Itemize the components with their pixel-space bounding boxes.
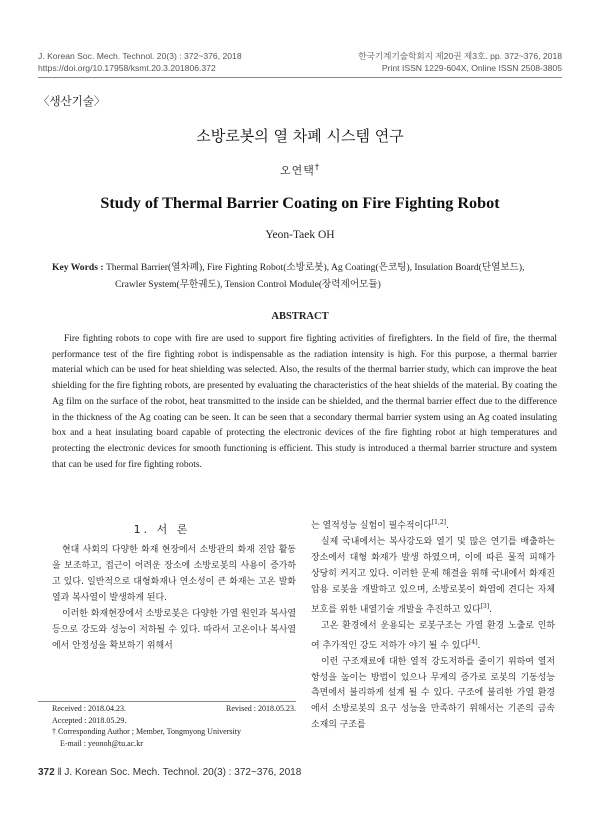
intro-paragraph-3-end: . — [446, 520, 449, 531]
footer-separator: ‖ — [57, 767, 62, 778]
category-label: 〈생산기술〉 — [38, 94, 106, 108]
footer-citation: J. Korean Soc. Mech. Technol. 20(3) : 372~376, 2018 — [64, 767, 302, 778]
footnote — [52, 703, 296, 749]
intro-paragraph-3 — [311, 515, 555, 535]
citation-ref: [3] — [480, 602, 490, 610]
korean-title: 소방로봇의 열 차폐 시스템 연구 — [196, 127, 404, 145]
korean-author-name: 오연택 — [280, 164, 315, 177]
intro-paragraph-6: 이런 구조재료에 대한 열적 강도저하를 줄이기 위하여 열저항성을 높이는 방법이 있으나 무게의 증가로 로봇의 기동성능 측면에서 불리하게 설계 될 수 있다. 구조에 불리한 가열 환경에서 소방로봇의 요구 성능을 만족하기 위해서는 기존의 금속소재의 구조를 — [311, 656, 555, 731]
corresponding-author: † Corresponding Author ; Member, Tongmyong University — [52, 727, 241, 736]
korean-author — [0, 162, 600, 178]
keywords-line-1: Thermal Barrier(열차폐), Fire Fighting Robot(소방로봇), Ag Coating(은코팅), Insulation Board(단열보드), — [105, 262, 525, 273]
header-rule — [38, 77, 562, 78]
revised-date: Revised : 2018.05.23. — [226, 704, 296, 713]
keywords-label: Key Words : — [52, 262, 106, 273]
abstract-body: Fire fighting robots to cope with fire are used to support fire fighting activities of firefighters. In the field of fire, the thermal performance test of the fire fighting robot is indispensable as the radiation intensity is high. For this purpose, a thermal barrier material which can be used for heat shielding was selected. Also, the results of the thermal barrier study, which can improve the heat shielding for the fire fighting robots, are presented by evaluating the characteristics of the heat shields of the material. By coating the Ag film on the surface of the robot, heat transmitted to the inside can be shielded, and the thermal barrier effect due to the difference in the thickness of the Ag coating can be seen. It can be seen that a secondary thermal barrier system using an Ag coated insulating box and a heat insulating board capable of protecting the electronic devices of the fire fighting robot at high temperatures and protecting the electronic devices for smooth functioning is efficient. This study is introduced a thermal barrier structure and system that can be used for fire fighting robots. — [52, 334, 557, 470]
citation-ref: [1,2] — [431, 519, 446, 526]
header-issn: Print ISSN 1229-604X, Online ISSN 2508-3805 — [381, 63, 562, 73]
intro-paragraph-5 — [311, 619, 555, 655]
header-doi: https://doi.org/10.17958/ksmt.20.3.201806.372 — [38, 63, 216, 73]
author-email: E-mail : yeonoh@tu.ac.kr — [60, 738, 143, 748]
footnote-rule — [38, 701, 296, 702]
intro-paragraph-2: 이러한 화재현장에서 소방로봇은 다양한 가열 원인과 복사열 등으로 강도와 성능이 저하될 수 있다. 따라서 고온이나 복사열에서 안정성을 확보하기 위해서 — [52, 608, 296, 651]
corresponding-mark: † — [314, 162, 320, 172]
header-journal-citation: J. Korean Soc. Mech. Technol. 20(3) : 372~376, 2018 — [38, 51, 242, 61]
english-title: Study of Thermal Barrier Coating on Fire Fighting Robot — [100, 194, 500, 212]
intro-paragraph-4-text: 실제 국내에서는 복사강도와 열기 및 많은 연기를 배출하는 장소에서 대형 화재가 발생 하였으며, 이에 따른 물적 피해가 상당히 커지고 있다. 이러한 문제 해결을 위해 국내에서 화재진압용 로봇을 개발하고 있으며, 소방로봇이 화염에 견디는 자체 보호를 위한 내열기술 개발을 추진하고 있다 — [311, 536, 555, 615]
intro-paragraph-4-end: . — [489, 604, 492, 615]
header-korean-citation: 한국기계기술학회지 제20권 제3호. pp. 372~376, 2018 — [358, 51, 562, 61]
intro-paragraph-5-end: . — [477, 640, 481, 651]
abstract-heading: ABSTRACT — [271, 311, 329, 322]
keywords — [52, 259, 557, 293]
english-author: Yeon-Taek OH — [265, 229, 335, 241]
page-footer — [38, 767, 301, 778]
intro-paragraph-5-text: 고온 환경에서 운용되는 로봇구조는 가열 환경 노출로 인하여 추가적인 강도 저하가 야기 될 수 있다 — [311, 620, 555, 651]
received-date: Received : 2018.04.23. — [52, 704, 126, 713]
citation-ref: [4] — [469, 638, 478, 646]
intro-paragraph-4 — [311, 535, 555, 619]
keywords-line-2: Crawler System(무한궤도), Tension Control Module(장력제어모듈) — [115, 279, 381, 290]
page-number: 372 — [38, 767, 55, 778]
intro-paragraph-3-text: 는 열적성능 실험이 필수적이다 — [311, 520, 432, 531]
section-heading-introduction: 1. 서 론 — [133, 523, 191, 536]
intro-paragraph-1: 현대 사회의 다양한 화재 현장에서 소방관의 화재 진압 활동을 보조하고, 접근이 어려운 장소에 소방로봇의 사용이 증가하고 있다. 일반적으로 대형화재나 연소성이 큰 화재는 고온 발화열과 복사열이 발생하게 된다. — [52, 545, 296, 603]
accepted-date: Accepted : 2018.05.29. — [52, 715, 127, 725]
left-column — [52, 543, 296, 655]
right-column — [311, 515, 555, 734]
